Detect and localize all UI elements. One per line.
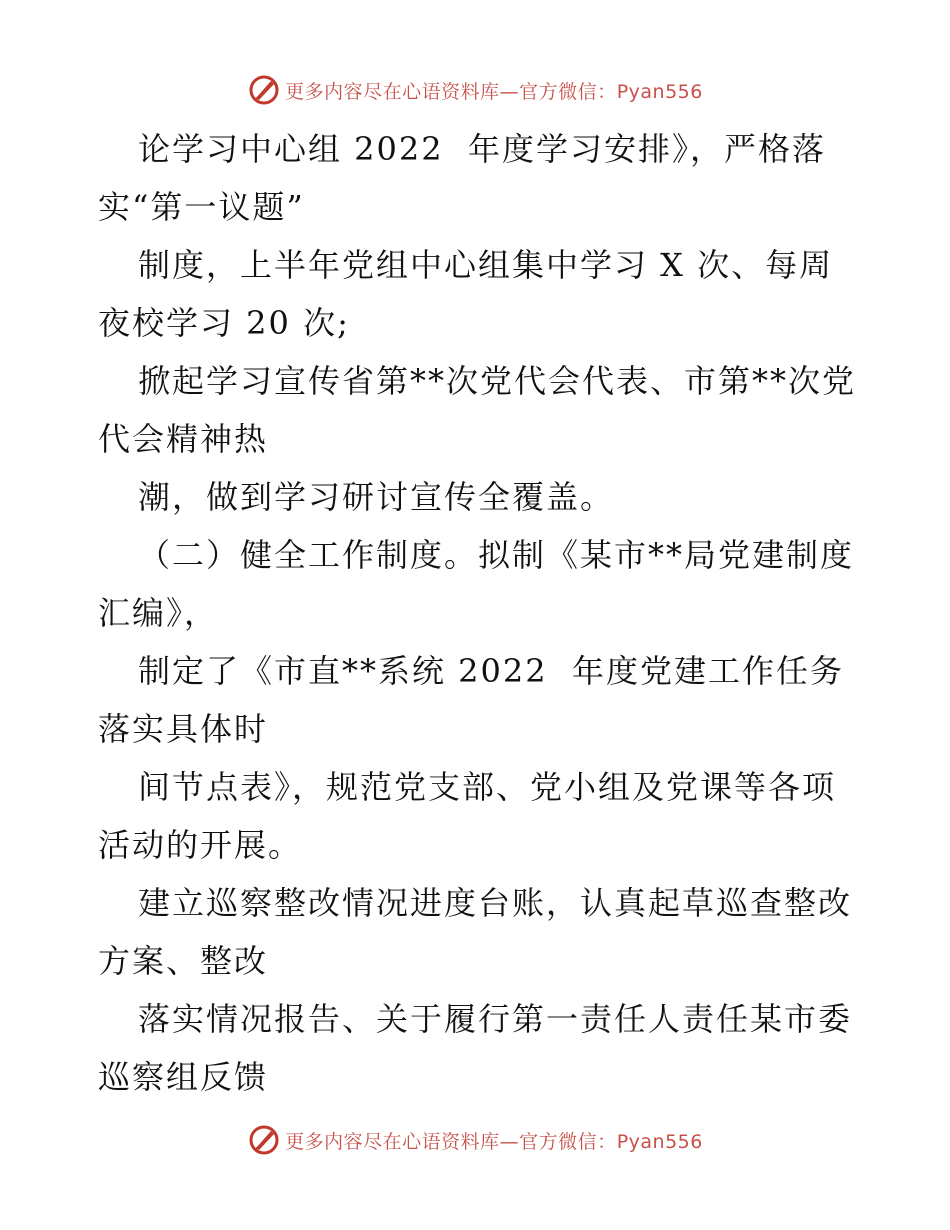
watermark-text	[285, 1127, 703, 1154]
text-line: 汇编》，	[98, 594, 219, 632]
document-body	[98, 120, 858, 1106]
text-line: 建立巡察整改情况进度台账，认真起草巡查整改	[138, 884, 853, 922]
text-line: 潮，做到学习研讨宣传全覆盖。	[138, 478, 615, 516]
watermark-wechat-label: 官方微信：	[519, 80, 617, 103]
text-line: 方案、整改	[98, 942, 269, 980]
watermark-text	[285, 77, 703, 104]
text-line: 代会精神热	[98, 420, 269, 458]
text-line: 夜校学习 20 次;	[98, 304, 350, 342]
watermark-wechat-id: Pyan556	[616, 80, 703, 103]
text-line: （二）健全工作制度。拟制《某市**局党建制度	[138, 536, 855, 574]
watermark-site-text: 更多内容尽在心语资料库	[285, 80, 500, 103]
quill-logo-icon	[247, 1123, 281, 1157]
watermark-wechat-label: 官方微信：	[519, 1130, 617, 1153]
watermark-wechat-id: Pyan556	[616, 1130, 703, 1153]
text-line: 活动的开展。	[98, 826, 303, 864]
quill-logo-icon	[247, 73, 281, 107]
watermark-separator: —	[499, 80, 520, 103]
footer-watermark-banner	[0, 1120, 950, 1160]
header-watermark-banner	[0, 70, 950, 110]
text-line: 落实情况报告、关于履行第一责任人责任某市委	[138, 1000, 853, 1038]
text-line: 制定了《市直**系统 2022 年度党建工作任务	[138, 652, 844, 690]
text-line: 落实具体时	[98, 710, 269, 748]
text-line: 制度，上半年党组中心组集中学习 X 次、每周	[138, 246, 834, 284]
text-line: 实“第一议题”	[98, 188, 305, 226]
text-line: 间节点表》，规范党支部、党小组及党课等各项	[138, 768, 837, 806]
text-line: 论学习中心组 2022 年度学习安排》，严格落	[138, 130, 826, 168]
text-line: 巡察组反馈	[98, 1058, 269, 1096]
text-line: 掀起学习宣传省第**次党代会代表、市第**次党	[138, 362, 857, 400]
watermark-site-text: 更多内容尽在心语资料库	[285, 1130, 500, 1153]
watermark-separator: —	[499, 1130, 520, 1153]
